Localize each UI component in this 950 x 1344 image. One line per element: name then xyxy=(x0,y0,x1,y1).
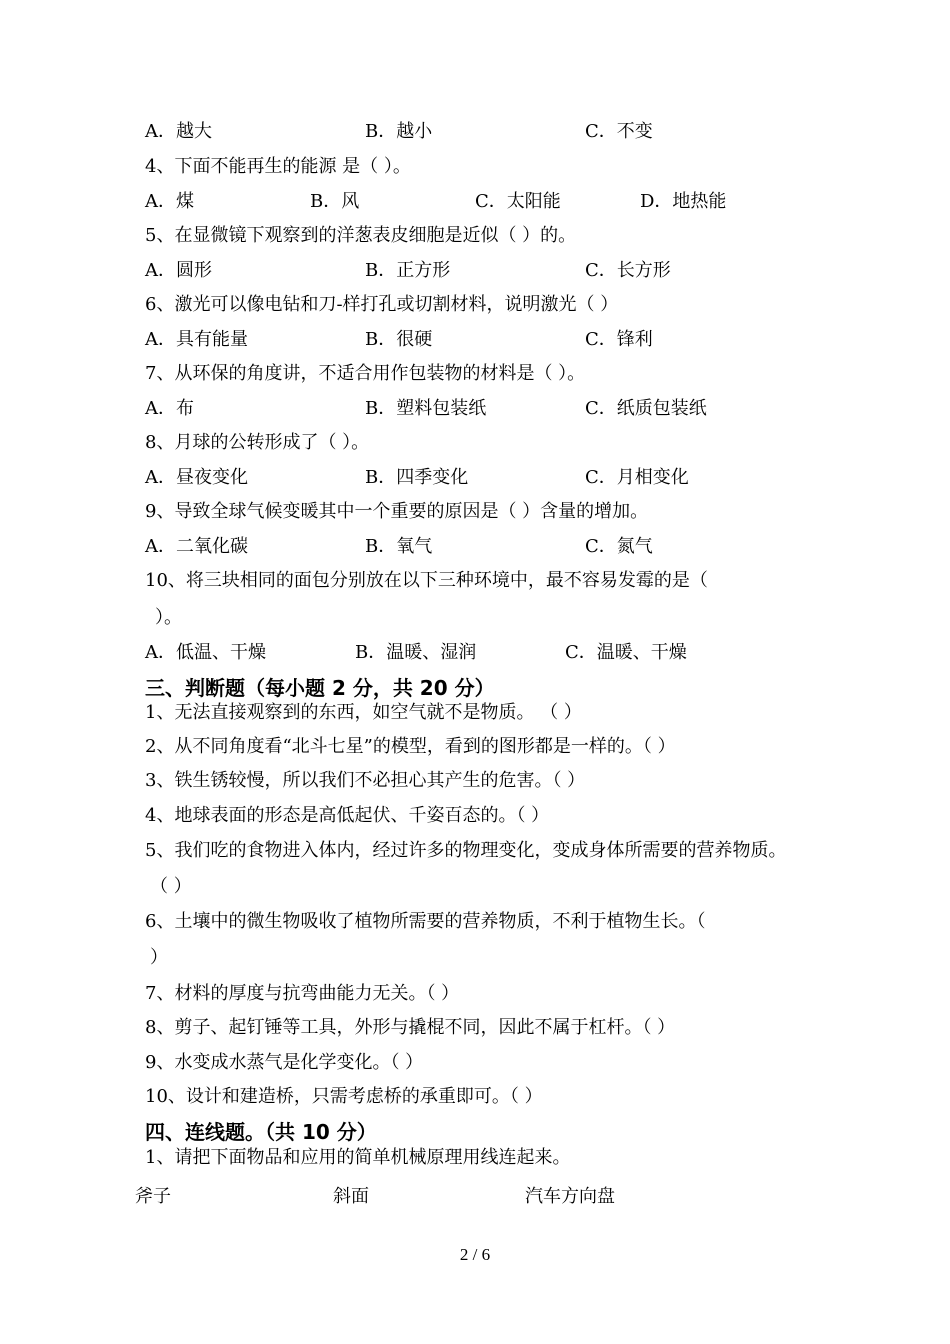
q10-option-b: B．温暖、湿润 xyxy=(355,642,477,663)
question-10-line1: 10、将三块相同的面包分别放在以下三种环境中，最不容易发霉的是（ xyxy=(145,570,708,591)
q10-option-c: C．温暖、干燥 xyxy=(565,642,687,663)
judgment-item-9: 9、水变成水蒸气是化学变化。（ ） xyxy=(145,1052,424,1073)
page-number: 2 / 6 xyxy=(459,1245,491,1264)
question-9: 9、导致全球气候变暖其中一个重要的原因是（ ）含量的增加。 xyxy=(145,501,649,522)
question-6: 6、激光可以像电钻和刀-样打孔或切割材料，说明激光（ ） xyxy=(145,294,619,315)
judgment-item-4: 4、地球表面的形态是高低起伏、千姿百态的。（ ） xyxy=(145,805,550,826)
judgment-item-1: 1、无法直接观察到的东西，如空气就不是物质。 （ ） xyxy=(145,702,582,723)
matching-instruction: 1、请把下面物品和应用的简单机械原理用线连起来。 xyxy=(145,1147,571,1168)
q7-option-c: C．纸质包装纸 xyxy=(585,398,707,419)
q8-option-b: B．四季变化 xyxy=(365,467,469,488)
judgment-item-2: 2、从不同角度看“北斗七星”的模型，看到的图形都是一样的。（ ） xyxy=(145,736,676,757)
judgment-item-6: 6、土壤中的微生物吸收了植物所需要的营养物质，不利于植物生长。（ xyxy=(145,911,706,932)
q7-option-a: A．布 xyxy=(145,398,194,419)
q5-option-b: B．正方形 xyxy=(365,260,451,281)
judgment-item-5-blank: （ ） xyxy=(150,876,192,897)
q9-option-a: A．二氧化碳 xyxy=(145,536,248,557)
q10-option-a: A．低温、干燥 xyxy=(145,642,266,663)
matching-word-steering-wheel: 汽车方向盘 xyxy=(525,1186,615,1207)
judgment-item-6-blank: ） xyxy=(150,947,168,968)
section-heading-judgment: 三、判断题（每小题 2 分，共 20 分） xyxy=(145,676,495,700)
q5-option-a: A．圆形 xyxy=(145,260,212,281)
q3-option-b: B．越小 xyxy=(365,121,433,142)
matching-word-slope: 斜面 xyxy=(333,1186,369,1207)
question-4: 4、下面不能再生的能源 是（ ）。 xyxy=(145,156,411,177)
q5-option-c: C．长方形 xyxy=(585,260,671,281)
judgment-item-8: 8、剪子、起钉锤等工具，外形与撬棍不同，因此不属于杠杆。（ ） xyxy=(145,1017,676,1038)
judgment-item-3: 3、铁生锈较慢，所以我们不必担心其产生的危害。（ ） xyxy=(145,770,586,791)
q6-option-c: C．锋利 xyxy=(585,329,653,350)
question-7: 7、从环保的角度讲，不适合用作包装物的材料是（ ）。 xyxy=(145,363,586,384)
matching-word-axe: 斧子 xyxy=(135,1186,171,1207)
q6-option-a: A．具有能量 xyxy=(145,329,248,350)
q9-option-b: B．氧气 xyxy=(365,536,433,557)
question-5: 5、在显微镜下观察到的洋葱表皮细胞是近似（ ）的。 xyxy=(145,225,577,246)
q8-option-c: C．月相变化 xyxy=(585,467,689,488)
q7-option-b: B．塑料包装纸 xyxy=(365,398,487,419)
q4-option-a: A．煤 xyxy=(145,191,194,212)
question-8: 8、月球的公转形成了（ ）。 xyxy=(145,432,370,453)
q9-option-c: C．氮气 xyxy=(585,536,653,557)
section-heading-matching: 四、连线题。（共 10 分） xyxy=(145,1120,377,1144)
q4-option-b: B．风 xyxy=(310,191,360,212)
question-10-line2: ）。 xyxy=(155,607,182,628)
q4-option-c: C．太阳能 xyxy=(475,191,561,212)
q3-option-a: A．越大 xyxy=(145,121,212,142)
q6-option-b: B．很硬 xyxy=(365,329,433,350)
q4-option-d: D．地热能 xyxy=(640,191,727,212)
q3-option-c: C．不变 xyxy=(585,121,653,142)
judgment-item-10: 10、设计和建造桥，只需考虑桥的承重即可。（ ） xyxy=(145,1086,543,1107)
q8-option-a: A．昼夜变化 xyxy=(145,467,248,488)
judgment-item-7: 7、材料的厚度与抗弯曲能力无关。（ ） xyxy=(145,983,460,1004)
judgment-item-5: 5、我们吃的食物进入体内，经过许多的物理变化，变成身体所需要的营养物质。 xyxy=(145,840,787,861)
